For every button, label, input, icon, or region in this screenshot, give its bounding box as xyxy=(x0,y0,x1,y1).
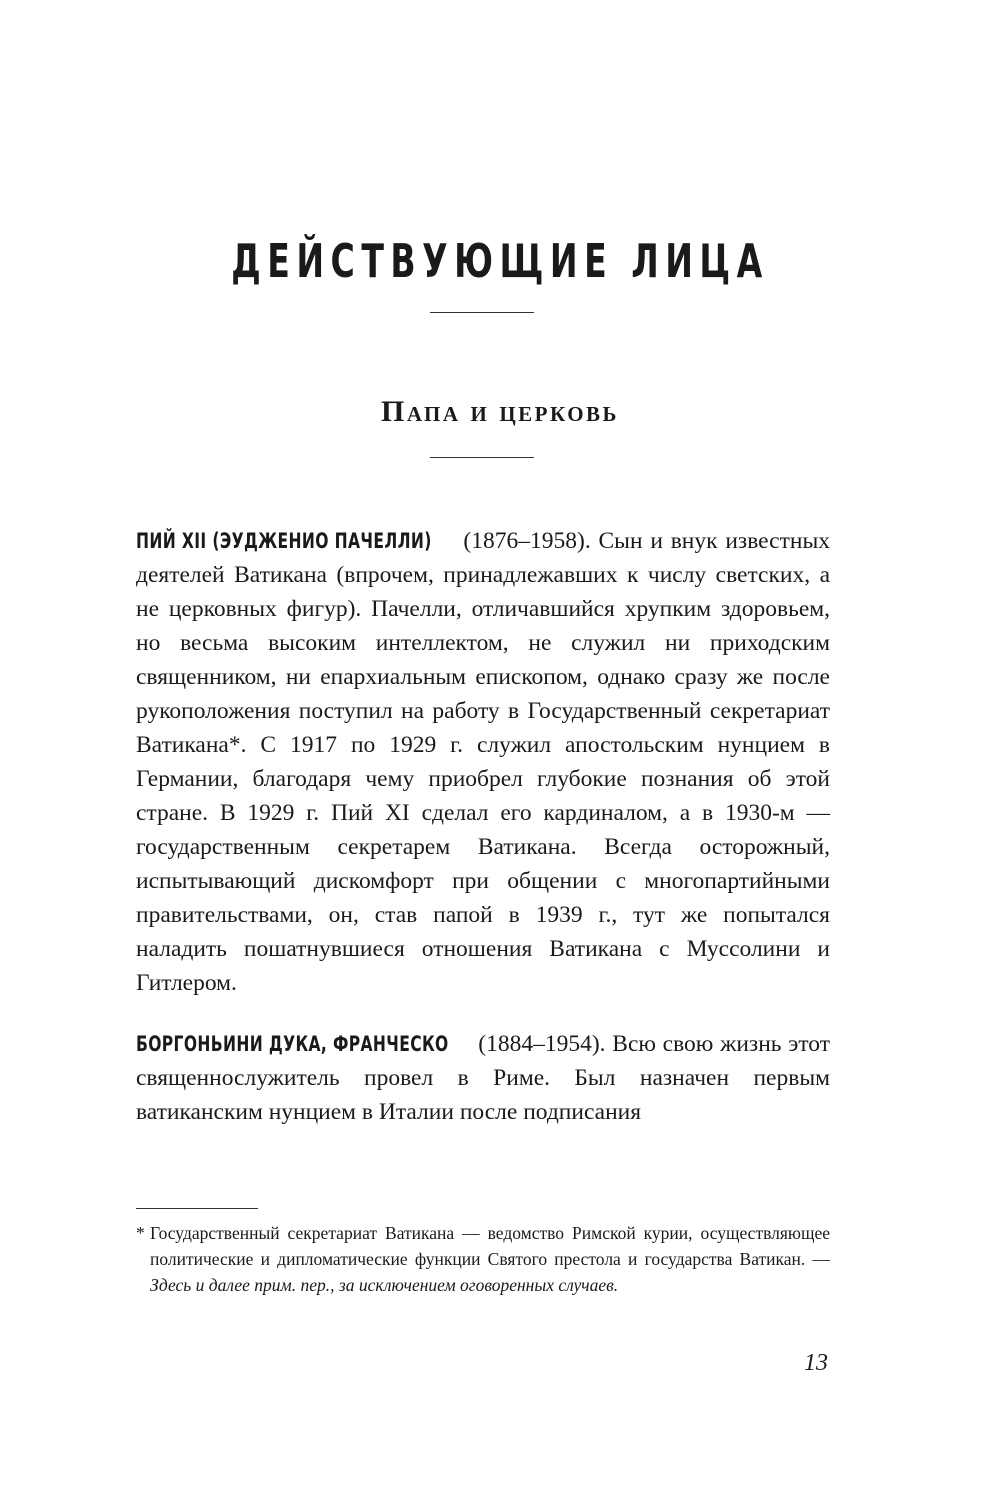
entry-name: ПИЙ XII (ЭУДЖЕНИО ПАЧЕЛЛИ) xyxy=(136,529,432,553)
footnote-text: Государственный секретариат Ватикана — ведомство Римской курии, осуществляющее политические и дипломатические функции Святого престола и государства Ватикан. — xyxy=(150,1223,830,1269)
title-divider xyxy=(430,312,534,313)
footnote-translator-note: Здесь и далее прим. пер., за исключением оговоренных случаев. xyxy=(150,1275,619,1295)
entry-text: (1876–1958). Сын и внук известных деятелей Ватикана (впрочем, принадлежавших к числу светских, а не церковных фигур). Пачелли, отличавшийся хрупким здоровьем, но весьма высоким интеллектом, не служил ни приходским священником, ни епархиальным епископом, однако сразу же после рукоположения поступил на работу в Государственный секретариат Ватикана*. С 1917 по 1929 г. служил апостольским нунцием в Германии, благодаря чему приобрел глубокие познания об этой стране. В 1929 г. Пий XI сделал его кардиналом, а в 1930-м — государственным секретарем Ватикана. Всегда осторожный, испытывающий дискомфорт при общении с многопартийными правительствами, он, став папой в 1939 г., тут же попытался наладить пошатнувшиеся отношения Ватикана с Муссолини и Гитлером. xyxy=(136,528,830,996)
page-number: 13 xyxy=(804,1350,828,1376)
entry-paragraph xyxy=(136,524,830,1000)
chapter-title: ДЕЙСТВУЮЩИЕ ЛИЦА xyxy=(231,234,769,288)
section-title: Папа и церковь xyxy=(381,395,619,428)
section-divider xyxy=(430,457,534,458)
footnote xyxy=(136,1220,830,1298)
entry-name: БОРГОНЬИНИ ДУКА, ФРАНЧЕСКО xyxy=(136,1032,449,1056)
footnote-divider xyxy=(136,1208,258,1209)
entry-text: (1884–1954). Всю свою жизнь этот священнослужитель провел в Риме. Был назначен первым ватиканским нунцием в Италии после подписания xyxy=(136,1031,830,1125)
footnote-marker: * xyxy=(136,1223,145,1243)
entry-paragraph xyxy=(136,1027,830,1129)
